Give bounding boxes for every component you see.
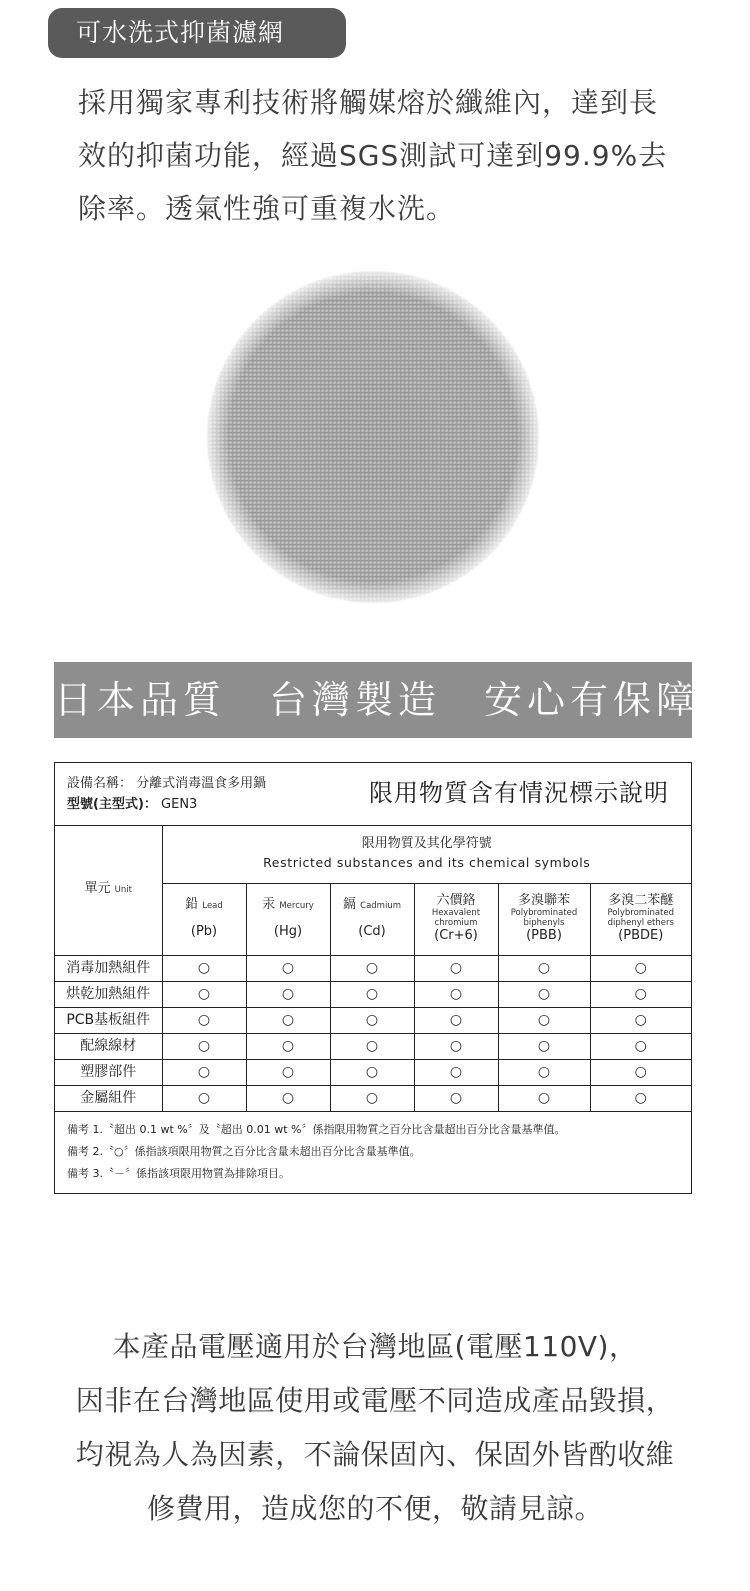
substance-header: 汞 Mercury (Hg) [246, 883, 330, 955]
model-label: 型號(主型式)： [67, 797, 157, 812]
table-row: 消毒加熱組件 ○ ○ ○ ○ ○ ○ [55, 955, 691, 981]
table-row: PCB基板組件 ○ ○ ○ ○ ○ ○ [55, 1007, 691, 1033]
intro-line: 效的抑菌功能，經過SGS測試可達到99.9%去 [78, 139, 668, 172]
group-header: 限用物質及其化學符號 Restricted substances and its chemical symbols [162, 825, 691, 883]
notice-line: 因非在台灣地區使用或電壓不同造成產品毀損， [75, 1384, 675, 1417]
notice-line: 均視為人為因素，不論保固內、保固外皆酌收維 [75, 1438, 675, 1471]
table-row: 配線線材 ○ ○ ○ ○ ○ ○ [55, 1033, 691, 1059]
substance-table [55, 825, 691, 1112]
certificate-header [55, 763, 691, 826]
intro-paragraph [78, 76, 708, 235]
section-tag: 可水洗式抑菌濾網 [48, 8, 346, 58]
model-row [67, 794, 266, 815]
substance-header: 鎘 Cadmium (Cd) [330, 883, 414, 955]
model-value: GEN3 [161, 797, 198, 812]
note-line: 備考 3.〝－〞係指該項限用物質為排除項目。 [67, 1167, 290, 1180]
table-row: 塑膠部件 ○ ○ ○ ○ ○ ○ [55, 1059, 691, 1085]
certificate-title: 限用物質含有情況標示說明 [369, 779, 669, 807]
device-name: 分離式消毒溫食多用鍋 [136, 776, 267, 791]
note-line: 備考 1.〝超出 0.1 wt %〞及〝超出 0.01 wt %〞係指限用物質之百分比含量超出百分比含量基準值。 [67, 1123, 566, 1136]
notice-line: 本產品電壓適用於台灣地區(電壓110V)， [112, 1330, 638, 1363]
group-header-en: Restricted substances and its chemical symbols [263, 855, 591, 871]
table-row: 烘乾加熱組件 ○ ○ ○ ○ ○ ○ [55, 981, 691, 1007]
certificate-notes [67, 1119, 565, 1185]
unit-header: 單元 Unit [55, 825, 162, 955]
quality-banner: 日本品質 台灣製造 安心有保障 [54, 662, 692, 738]
substance-header: 多溴聯苯 Polybrominated biphenyls (PBB) [498, 883, 590, 955]
filter-mesh-image [204, 268, 542, 606]
note-line: 備考 2.〝○〞係指該項限用物質之百分比含量未超出百分比含量基準值。 [67, 1145, 421, 1158]
intro-line: 除率。透氣性強可重複水洗。 [78, 192, 456, 225]
substance-header: 多溴二苯醚 Polybrominated diphenyl ethers (PBDE) [590, 883, 691, 955]
rohs-certificate [54, 762, 692, 1194]
notice-line: 修費用，造成您的不便，敬請見諒。 [146, 1492, 603, 1525]
unit-header-en: Unit [114, 885, 132, 896]
voltage-notice [0, 1320, 750, 1536]
device-name-row [67, 773, 266, 794]
substance-header: 六價鉻 Hexavalent chromium (Cr+6) [414, 883, 498, 955]
intro-line: 採用獨家專利技術將觸媒熔於纖維內，達到長 [78, 86, 659, 119]
mesh-filter-disc-icon [204, 268, 542, 606]
substance-header: 鉛 Lead (Pb) [162, 883, 246, 955]
device-name-label: 設備名稱： [67, 776, 133, 791]
device-info [67, 773, 266, 815]
table-row: 金屬組件 ○ ○ ○ ○ ○ ○ [55, 1085, 691, 1111]
